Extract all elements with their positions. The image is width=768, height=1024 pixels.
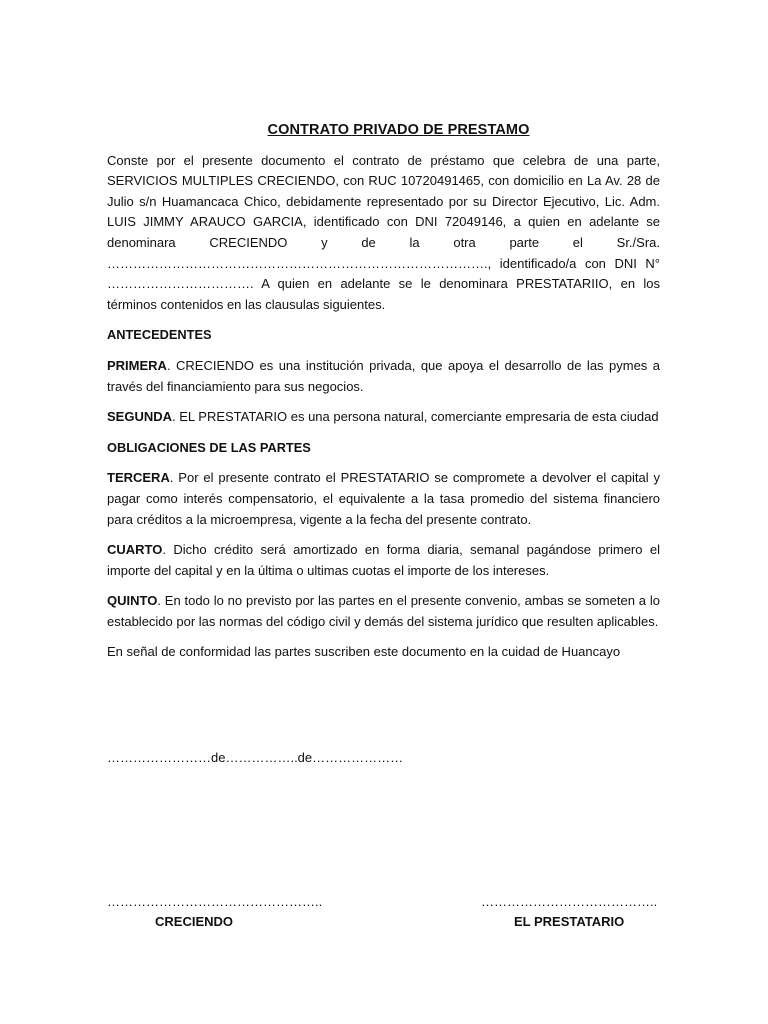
signature-name-creciendo: CRECIENDO [155,914,234,929]
clause-primera-label: PRIMERA [107,357,167,373]
clause-cuarto-label: CUARTO [107,542,163,558]
signature-name-prestatario: EL PRESTATARIO [514,914,625,929]
document-title: CONTRATO PRIVADO DE PRESTAMO [267,122,530,138]
date-placeholder: ……………………de……………..de………………… [107,750,404,765]
signature-line-creciendo: ………………………………………….. [107,894,323,909]
clause-tercera [107,468,660,530]
clause-segunda [107,407,660,428]
intro-paragraph: Conste por el presente documento el contrato de préstamo que celebra de una parte, SERVICIOS MULTIPLES CRECIENDO, con RUC 10720491465, con domicilio en La Av. 28 de Julio s/n Huamancaca Chico, debidamente representado por su Director Ejecutivo, Lic. Adm. LUIS JIMMY ARAUCO GARCIA, identificado con DNI 72049146, a quien en adelante se denominara CRECIENDO y de la otra parte el Sr./Sra. ……………………………………………………………………………., identificado/a con DNI N° ……………………………. A quien en adelante se le denominara PRESTATARIIO, en los términos contenidos en las clausulas siguientes. [107,152,660,312]
clause-primera [107,356,660,397]
clause-quinto-label: QUINTO [107,593,158,609]
clause-cuarto [107,540,660,581]
clause-quinto-text: . En todo lo no previsto por las partes en el presente convenio, ambas se someten a lo establecido por las normas del código civil y demás del sistema jurídico que resulten aplicables. [107,593,660,629]
section-heading-obligaciones: OBLIGACIONES DE LAS PARTES [107,439,311,455]
document-body [107,120,660,673]
clause-quinto [107,591,660,632]
clause-segunda-text: . EL PRESTATARIO es una persona natural, comerciante empresaria de esta ciudad [172,409,659,425]
clause-tercera-text: . Por el presente contrato el PRESTATARIO se compromete a devolver el capital y pagar como interés compensatorio, el equivalente a la tasa promedio del sistema financiero para créditos a la microempresa, vigente a la fecha del presente contrato. [107,470,660,527]
closing-paragraph: En señal de conformidad las partes suscriben este documento en la cuidad de Huancayo [107,644,621,660]
clause-tercera-label: TERCERA [107,470,170,486]
clause-segunda-label: SEGUNDA [107,409,173,425]
clause-primera-text: . CRECIENDO es una institución privada, que apoya el desarrollo de las pymes a través del financiamiento para sus negocios. [107,357,660,394]
clause-cuarto-text: . Dicho crédito será amortizado en forma diaria, semanal pagándose primero el importe del capital y en la última o ultimas cuotas el importe de los intereses. [107,542,660,578]
section-heading-antecedentes: ANTECEDENTES [107,327,212,343]
signature-line-prestatario: ………………………………….. [481,894,658,909]
